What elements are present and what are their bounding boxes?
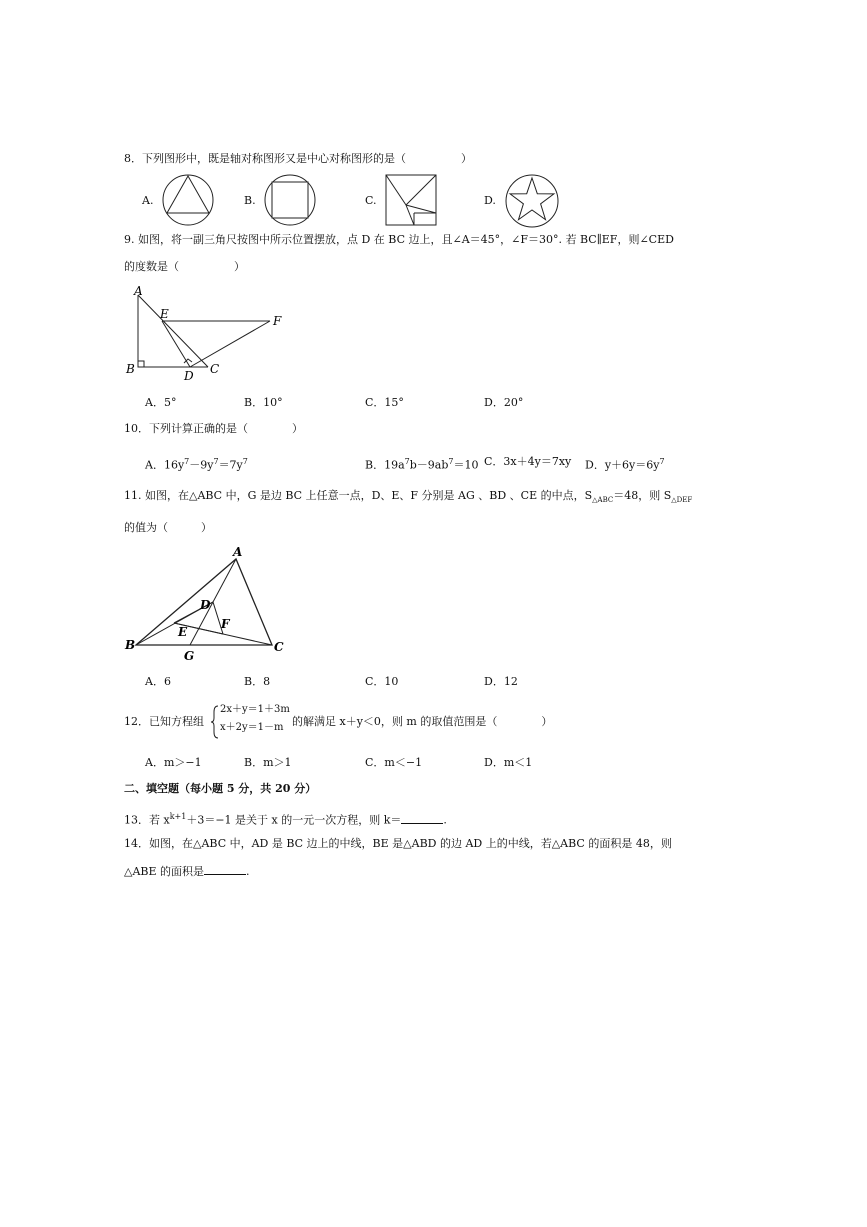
point-b-label: B	[126, 362, 135, 376]
q10-option-b	[365, 455, 478, 473]
point-a-label: A	[134, 284, 143, 298]
q9-option-a: A．5°	[145, 396, 177, 409]
square-with-triangles-figure	[384, 173, 438, 227]
q10-option-d	[585, 455, 665, 473]
q10-a-exp1: 7	[184, 457, 190, 466]
q10-b-exp1: 7	[404, 457, 410, 466]
point-a-label-q11: A	[233, 545, 243, 559]
point-e-label-q11: E	[178, 625, 188, 639]
q14-end: .	[246, 865, 250, 878]
point-e-label: E	[160, 307, 169, 321]
point-f-label-q11: F	[221, 617, 230, 631]
triangle-rulers-figure	[120, 283, 295, 383]
q12-option-a: A．m＞−1	[145, 756, 202, 769]
q10-stem: 10．下列计算正确的是（ ）	[124, 422, 303, 435]
triangle-midpoints-figure	[122, 543, 292, 665]
equation-brace-icon	[210, 704, 220, 740]
q10-b-exp2: 7	[448, 457, 454, 466]
point-c-label: C	[210, 362, 220, 376]
q12-option-d: D．m＜1	[484, 756, 533, 769]
q8-option-d-label: D.	[484, 194, 496, 207]
q11-stem-part2: ＝48，则 S	[613, 489, 672, 502]
circle-with-square-figure	[262, 173, 318, 227]
q8-option-c-label: C.	[365, 194, 377, 207]
point-f-label: F	[273, 314, 282, 328]
q9-option-b: B．10°	[244, 396, 283, 409]
q11-option-c: C．10	[365, 675, 399, 688]
q11-stem-line1	[124, 489, 692, 507]
q10-b-part2: b－9ab	[409, 458, 449, 472]
q10-b-part1: B．19a	[365, 458, 405, 472]
q9-option-d: D．20°	[484, 396, 524, 409]
point-d-label: D	[184, 369, 194, 383]
q9-option-c: C．15°	[365, 396, 404, 409]
q10-option-c: C．3x＋4y＝7xy	[484, 455, 572, 468]
q11-option-b: B．8	[244, 675, 271, 688]
q12-eq1: 2x＋y＝1＋3m	[220, 704, 290, 715]
q8-option-b-label: B.	[244, 194, 256, 207]
q10-a-part1: A．16y	[145, 458, 185, 472]
q11-option-d: D．12	[484, 675, 518, 688]
q10-a-exp3: 7	[242, 457, 248, 466]
q11-sub-def: △DEF	[671, 496, 693, 505]
q12-eq2: x＋2y＝1－m	[220, 722, 284, 733]
q13-prefix: 13．若 x	[124, 813, 170, 827]
point-b-label-q11: B	[125, 638, 136, 652]
q14-line1: 14．如图，在△ABC 中，AD 是 BC 边上的中线，BE 是△ABD 的边 AD 上的中线，若△ABC 的面积是 48，则	[124, 837, 672, 850]
q13-line	[124, 810, 447, 828]
q12-suffix: 的解满足 x＋y＜0，则 m 的取值范围是（ ）	[292, 715, 553, 728]
q10-a-part3: ＝7y	[218, 458, 243, 472]
q10-a-part2: －9y	[189, 458, 214, 472]
point-g-label-q11: G	[184, 649, 195, 663]
q12-option-b: B．m＞1	[244, 756, 292, 769]
q10-a-exp2: 7	[213, 457, 219, 466]
q10-b-part3: ＝10	[453, 458, 479, 472]
q11-stem-line2: 的值为（ ）	[124, 521, 212, 534]
point-c-label-q11: C	[274, 640, 284, 654]
q12-option-c: C．m＜−1	[365, 756, 423, 769]
q10-d-exp: 7	[659, 457, 665, 466]
q8-option-a-label: A.	[142, 194, 154, 207]
q11-sub-abc: △ABC	[592, 496, 614, 505]
q12-prefix: 12．已知方程组	[124, 715, 204, 728]
section2-heading: 二、填空题（每小题 5 分，共 20 分）	[124, 782, 317, 795]
q11-option-a: A．6	[145, 675, 171, 688]
q11-stem-part1: 11. 如图，在△ABC 中，G 是边 BC 上任意一点，D、E、F 分别是 AG 、BD 、CE 的中点，S	[124, 489, 593, 502]
q13-suffix: ＋3＝−1 是关于 x 的一元一次方程，则 k＝	[186, 813, 402, 827]
q9-stem-line1: 9. 如图，将一副三角尺按图中所示位置摆放，点 D 在 BC 边上，且∠A＝45°，∠F＝30°. 若 BC∥EF，则∠CED	[124, 233, 674, 246]
circle-with-star-figure	[504, 173, 560, 229]
q13-end: .	[443, 813, 447, 827]
point-d-label-q11: D	[200, 598, 211, 612]
q10-option-a	[145, 455, 248, 473]
q9-stem-line2: 的度数是（ ）	[124, 260, 245, 273]
q13-answer-blank[interactable]	[401, 813, 443, 824]
circle-with-triangle-figure	[160, 173, 216, 227]
q14-line2	[124, 864, 250, 879]
q10-d-part1: D．y＋6y＝6y	[585, 458, 660, 472]
q14-answer-blank[interactable]	[204, 864, 246, 875]
q14-line2-text: △ABE 的面积是	[124, 865, 205, 878]
q8-stem: 8．下列图形中，既是轴对称图形又是中心对称图形的是（ ）	[124, 152, 472, 165]
q13-exp: k+1	[169, 812, 187, 821]
